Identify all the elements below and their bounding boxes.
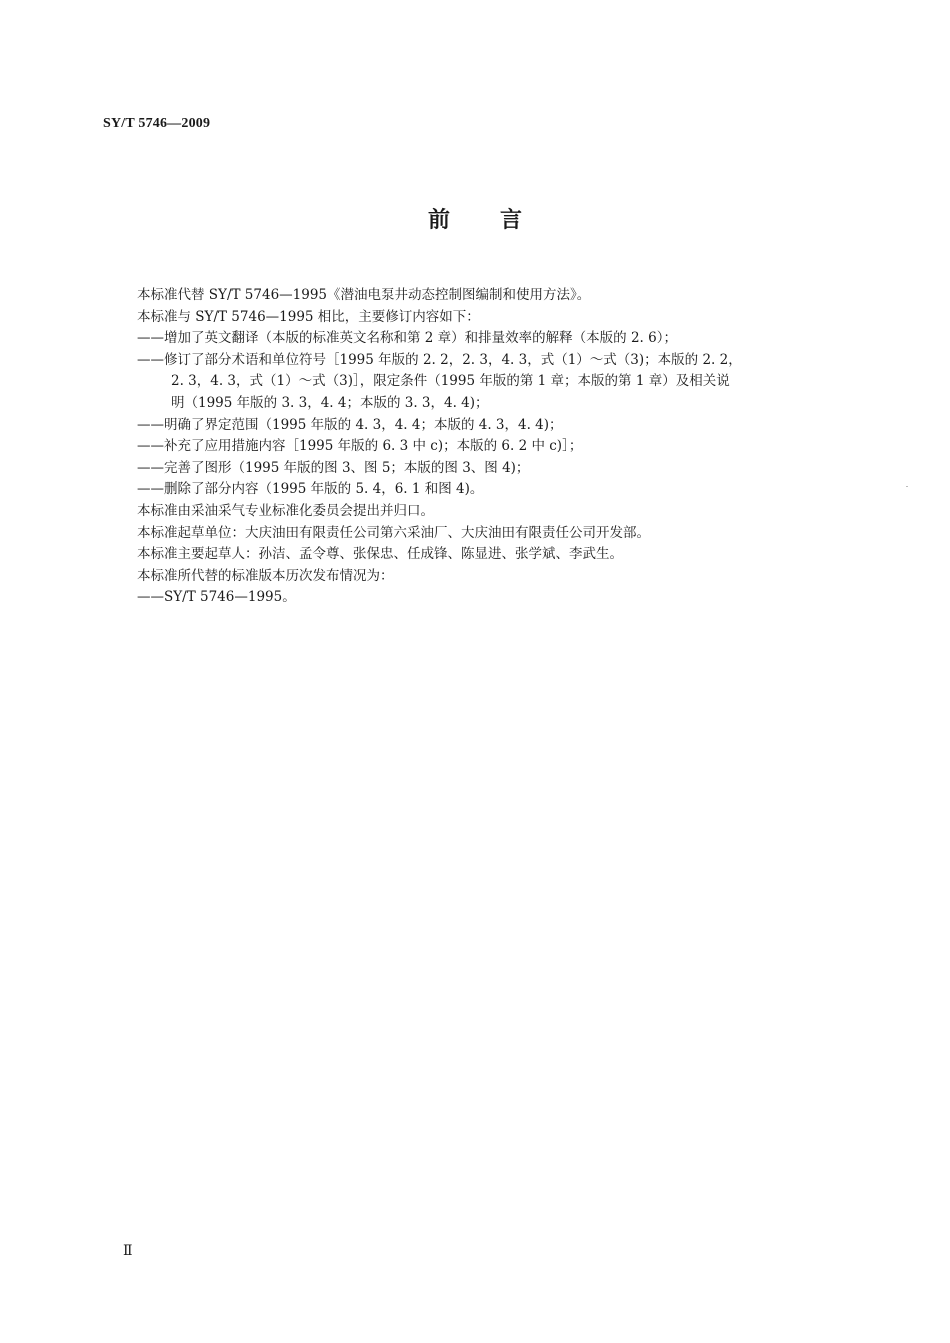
paragraph-changes-intro: 本标准与 SY/T 5746—1995 相比，主要修订内容如下： (137, 308, 480, 325)
paragraph-drafting-units: 本标准起草单位：大庆油田有限责任公司第六采油厂、大庆油田有限责任公司开发部。 (137, 524, 650, 541)
preface-body (137, 285, 847, 609)
revision-item-measures (137, 436, 847, 458)
revision-item-deletions (137, 479, 847, 501)
revision-line: ——增加了英文翻译（本版的标准英文名称和第 2 章）和排量效率的解释（本版的 2. 6）； (137, 330, 677, 347)
revision-line: ——补充了应用措施内容［1995 年版的 6. 3 中 c)；本版的 6. 2 中 c)］； (137, 438, 583, 455)
revision-item-terms (137, 350, 847, 415)
revision-item-scope (137, 415, 847, 437)
page-number: Ⅱ (123, 1244, 133, 1259)
paragraph-proposer: 本标准由采油采气专业标准化委员会提出并归口。 (137, 502, 434, 519)
revision-line: ——明确了界定范围（1995 年版的 4. 3，4. 4；本版的 4. 3，4. 4)； (137, 416, 563, 433)
revision-item-figures (137, 458, 847, 480)
page-title: 前言 (427, 208, 572, 233)
revision-item-translation (137, 328, 847, 350)
revision-line: ——完善了图形（1995 年版的图 3、图 5；本版的图 3、图 4)； (137, 459, 530, 476)
paragraph-replaces: 本标准代替 SY/T 5746—1995《潜油电泵井动态控制图编制和使用方法》。 (137, 287, 591, 303)
revision-line-continued: 明（1995 年版的 3. 3，4. 4；本版的 3. 3，4. 4)； (171, 394, 489, 411)
history-line: ——SY/T 5746—1995。 (137, 589, 296, 606)
paragraph-history-intro: 本标准所代替的标准版本历次发布情况为： (137, 567, 394, 584)
standard-code: SY/T 5746—2009 (103, 116, 211, 131)
revision-line: ——删除了部分内容（1995 年版的 5. 4，6. 1 和图 4)。 (137, 481, 484, 498)
history-item (137, 587, 847, 609)
paragraph-drafters: 本标准主要起草人：孙洁、孟令尊、张保忠、任成锋、陈显进、张学斌、李武生。 (137, 546, 623, 563)
revision-line: ——修订了部分术语和单位符号［1995 年版的 2. 2，2. 3，4. 3，式（1）～式（3)；本版的 2. 2， (137, 351, 742, 368)
revision-line-continued: 2. 3，4. 3，式（1）～式（3)］，限定条件（1995 年版的第 1 章；本版的第 1 章）及相关说 (171, 373, 730, 390)
scan-speck (906, 486, 908, 487)
